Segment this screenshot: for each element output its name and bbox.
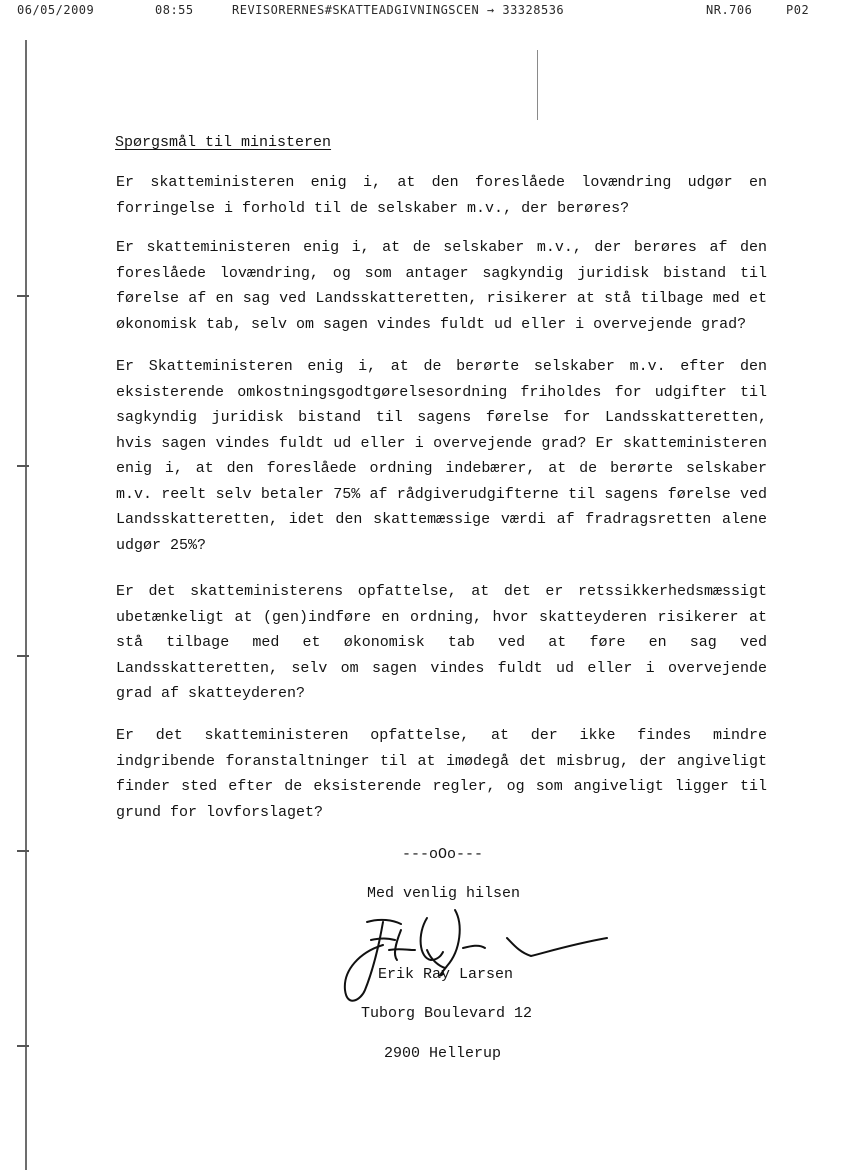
question-paragraph-1: Er skatteministeren enig i, at den foreslåede lovændring udgør en forringelse i forhold til de selskaber m.v., der berøres?	[116, 174, 767, 217]
fax-sender-line: REVISORERNES#SKATTEADGIVNINGSCEN → 33328536	[232, 3, 565, 17]
question-paragraph-5: Er det skatteministeren opfattelse, at der ikke findes mindre indgribende foranstaltninger til at imødegå det misbrug, der angiveligt finder sted efter de eksisterende regler, og som angiveligt ligger til grund for lovforslaget?	[116, 727, 767, 821]
edge-tick-mark	[17, 465, 29, 467]
question-paragraph-3: Er Skatteministeren enig i, at de berørte selskaber m.v. efter den eksisterende omkostningsgodtgørelsesordning friholdes for udgifter til sagkyndig juridisk bistand til sagens førelse for Landsskatteretten, hvis sagen vindes fuldt ud eller i overvejende grad? Er skatteministeren enig i, at den foreslåede ordning indebærer, at de berørte selskaber m.v. reelt selv betaler 75% af rådgiverudgifterne til sagens førelse ved Landsskatteretten, idet den skattemæssige værdi af fradragsretten alene udgør 25%?	[116, 358, 767, 554]
scan-artifact-line	[537, 50, 538, 120]
edge-tick-mark	[17, 850, 29, 852]
handwritten-signature	[335, 900, 620, 1015]
question-paragraph-4: Er det skatteministerens opfattelse, at det er retssikkerhedsmæssigt ubetænkeligt at (gen)indføre en ordning, hvor skatteyderen risikerer at stå tilbage med et økonomisk tab ved at føre en sag ved Landsskatteretten, selv om sagen vindes fuldt ud eller i overvejende grad af skatteyderen?	[116, 583, 767, 702]
edge-tick-mark	[17, 295, 29, 297]
signer-name: Erik Ray Larsen	[378, 966, 514, 983]
fax-number: NR.706	[706, 3, 753, 17]
closing-greeting: Med venlig hilsen	[367, 885, 521, 902]
edge-tick-mark	[17, 655, 29, 657]
edge-tick-mark	[17, 1045, 29, 1047]
fax-page: P02	[786, 3, 810, 17]
section-separator: ---oOo---	[402, 846, 484, 863]
address-street: Tuborg Boulevard 12	[361, 1005, 533, 1022]
fax-time: 08:55	[155, 3, 194, 17]
question-paragraph-2: Er skatteministeren enig i, at de selskaber m.v., der berøres af den foreslåede lovændring, og som antager sagkyndig juridisk bistand til førelse af en sag ved Landsskatteretten, risikerer at stå tilbage med et økonomisk tab, selv om sagen vindes fuldt ud eller i overvejende grad?	[116, 239, 767, 333]
address-city: 2900 Hellerup	[384, 1045, 502, 1062]
scan-edge-line	[25, 40, 27, 1170]
fax-header	[0, 1, 847, 21]
section-heading: Spørgsmål til ministeren	[115, 134, 332, 151]
fax-date: 06/05/2009	[17, 3, 95, 17]
